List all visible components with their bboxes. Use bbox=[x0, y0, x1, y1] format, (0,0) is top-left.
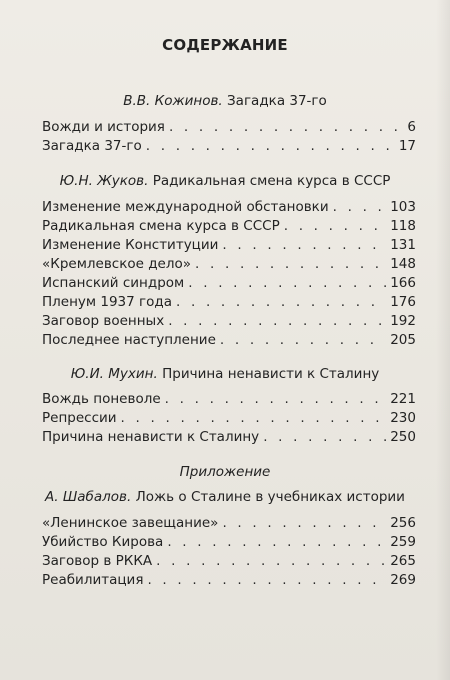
toc-entry[interactable] bbox=[42, 553, 416, 571]
toc-entry-page: 131 bbox=[390, 237, 416, 253]
page-title: СОДЕРЖАНИЕ bbox=[162, 36, 288, 54]
toc-entry[interactable] bbox=[42, 275, 416, 293]
toc-entry-page: 118 bbox=[390, 218, 416, 234]
dot-leader bbox=[220, 332, 386, 348]
toc-entry-title: Радикальная смена курса в СССР bbox=[42, 218, 280, 234]
toc-entry-title: Репрессии bbox=[42, 410, 117, 426]
toc-entry-page: 17 bbox=[398, 138, 416, 154]
toc-entry-title: «Ленинское завещание» bbox=[42, 515, 219, 531]
toc-entry-title: Заговор военных bbox=[42, 313, 165, 329]
dot-leader bbox=[333, 199, 387, 215]
toc-entry-page: 176 bbox=[390, 294, 416, 310]
dot-leader bbox=[121, 410, 387, 426]
toc-entry[interactable] bbox=[42, 119, 416, 137]
toc-entry-page: 6 bbox=[407, 119, 416, 135]
toc-entry[interactable] bbox=[42, 237, 416, 255]
section-title: Радикальная смена курса в СССР bbox=[152, 173, 391, 189]
section-heading-mukhin bbox=[34, 366, 416, 382]
toc-entry[interactable] bbox=[42, 332, 416, 350]
toc-entry[interactable] bbox=[42, 256, 416, 274]
dot-leader bbox=[188, 275, 386, 291]
toc-entry-title: Реабилитация bbox=[42, 572, 144, 588]
toc-entry[interactable] bbox=[42, 572, 416, 590]
toc-entry-title: Изменение Конституции bbox=[42, 237, 219, 253]
dot-leader bbox=[146, 138, 395, 154]
section-title: Причина ненависти к Сталину bbox=[162, 366, 380, 382]
toc-entry[interactable] bbox=[42, 138, 416, 156]
section-heading-shabalov bbox=[34, 489, 416, 505]
toc-entry-title: Вождь поневоле bbox=[42, 391, 161, 407]
toc-entry-title: Вожди и история bbox=[42, 119, 165, 135]
dot-leader bbox=[222, 237, 386, 253]
toc-entry[interactable] bbox=[42, 313, 416, 331]
toc-entry-title: Изменение международной обстановки bbox=[42, 199, 329, 215]
section-author: А. Шабалов. bbox=[45, 489, 132, 505]
toc-entry-title: Загадка 37-го bbox=[42, 138, 142, 154]
toc-entry-page: 148 bbox=[390, 256, 416, 272]
dot-leader bbox=[195, 256, 386, 272]
section-author: Ю.Н. Жуков. bbox=[59, 173, 149, 189]
toc-entry-page: 265 bbox=[390, 553, 416, 569]
dot-leader bbox=[222, 515, 386, 531]
appendix-label: Приложение bbox=[179, 464, 271, 480]
toc-entry[interactable] bbox=[42, 429, 416, 447]
dot-leader bbox=[167, 534, 386, 550]
toc-entry-title: Заговор в РККА bbox=[42, 553, 153, 569]
toc-entry[interactable] bbox=[42, 199, 416, 217]
toc-entry-page: 256 bbox=[390, 515, 416, 531]
toc-entry-page: 192 bbox=[390, 313, 416, 329]
toc-entry-page: 205 bbox=[390, 332, 416, 348]
section-title: Ложь о Сталине в учебниках истории bbox=[135, 489, 405, 505]
toc-entry-page: 230 bbox=[390, 410, 416, 426]
toc-entry-title: Пленум 1937 года bbox=[42, 294, 172, 310]
dot-leader bbox=[176, 294, 386, 310]
toc-entry-page: 103 bbox=[390, 199, 416, 215]
dot-leader bbox=[263, 429, 386, 445]
dot-leader bbox=[284, 218, 387, 234]
toc-entry-page: 269 bbox=[390, 572, 416, 588]
toc-entry-page: 250 bbox=[390, 429, 416, 445]
toc-entry[interactable] bbox=[42, 218, 416, 236]
toc-entry[interactable] bbox=[42, 410, 416, 428]
section-heading-zhukov bbox=[34, 173, 416, 189]
toc-entry-title: Убийство Кирова bbox=[42, 534, 164, 550]
section-author: Ю.И. Мухин. bbox=[70, 366, 158, 382]
dot-leader bbox=[165, 391, 387, 407]
dot-leader bbox=[168, 313, 386, 329]
toc-entry-title: Испанский синдром bbox=[42, 275, 185, 291]
section-author: В.В. Кожинов. bbox=[123, 93, 223, 109]
toc-entry-page: 221 bbox=[390, 391, 416, 407]
toc-entry-page: 166 bbox=[390, 275, 416, 291]
section-heading-kozhinov bbox=[34, 93, 416, 109]
page-edge-shadow bbox=[436, 0, 450, 680]
dot-leader bbox=[169, 119, 403, 135]
toc-entry[interactable] bbox=[42, 294, 416, 312]
dot-leader bbox=[156, 553, 386, 569]
toc-entry-title: Причина ненависти к Сталину bbox=[42, 429, 260, 445]
toc-entry-title: «Кремлевское дело» bbox=[42, 256, 192, 272]
toc-entry-title: Последнее наступление bbox=[42, 332, 216, 348]
section-title: Загадка 37-го bbox=[227, 93, 327, 109]
toc-entry[interactable] bbox=[42, 515, 416, 533]
toc-entry[interactable] bbox=[42, 534, 416, 552]
dot-leader bbox=[147, 572, 386, 588]
toc-entry-page: 259 bbox=[390, 534, 416, 550]
toc-entry[interactable] bbox=[42, 391, 416, 409]
